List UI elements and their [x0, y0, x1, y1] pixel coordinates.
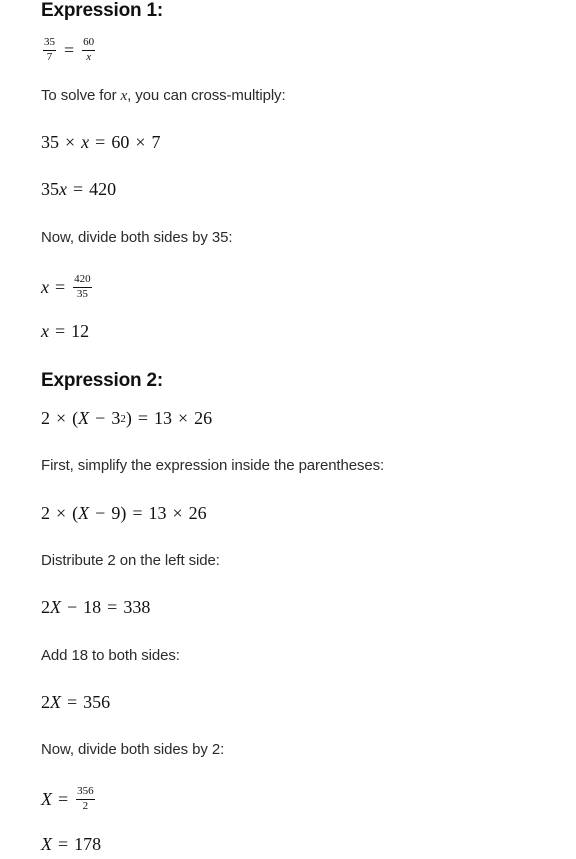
variable-X: X [78, 408, 90, 428]
fraction-numerator: 356 [76, 786, 95, 800]
simplify-instruction: First, simplify the expression inside the parentheses: [41, 457, 385, 474]
number: 18 [83, 597, 102, 617]
result-value: 178 [74, 834, 102, 854]
variable-X: X [50, 692, 61, 712]
equals-sign: = [73, 179, 84, 199]
result-equation-2 [41, 834, 101, 855]
expression-1-heading: Expression 1: [41, 0, 164, 21]
equals-sign: = [107, 597, 118, 617]
distribute-instruction: Distribute 2 on the left side: [41, 552, 220, 569]
distributed-equation [41, 597, 150, 618]
equals-sign: = [58, 788, 69, 809]
equals-sign: = [58, 834, 69, 854]
number: 13 [148, 503, 167, 523]
coefficient: 2 [41, 692, 50, 712]
times-sign: × [56, 408, 67, 428]
expression-2-heading: Expression 2: [41, 370, 164, 391]
result-equation-1 [41, 321, 89, 342]
coefficient: 2 [41, 597, 50, 617]
product-equation [41, 179, 116, 200]
variable-x: x [86, 50, 92, 63]
equals-sign: = [132, 503, 143, 523]
equals-sign: = [95, 132, 106, 152]
fraction-numerator: 420 [73, 274, 92, 288]
times-sign: × [56, 503, 67, 523]
number: 2 [41, 408, 50, 428]
lhs-fraction [43, 37, 56, 63]
divide-instruction-1: Now, divide both sides by 35: [41, 229, 233, 246]
minus-sign: − [95, 503, 106, 523]
number: 2 [41, 503, 50, 523]
variable-X: X [41, 788, 52, 809]
number: 7 [151, 132, 161, 152]
expression-2-equation: 2 × ( X − 3 2 ) = 13 × 26 [41, 408, 213, 428]
division-equation-1 [41, 274, 94, 300]
instruction-text: , you can cross-multiply: [127, 87, 286, 104]
variable-x: x [41, 321, 49, 341]
result-value: 12 [71, 321, 90, 341]
instruction-text: To solve for [41, 87, 121, 104]
variable-x: x [81, 132, 90, 152]
cross-multiply-instruction [41, 87, 286, 105]
equals-sign: = [67, 692, 78, 712]
variable-x: x [120, 88, 128, 104]
divide-instruction-2: Now, divide both sides by 2: [41, 741, 225, 758]
minus-sign: − [95, 408, 106, 428]
number: 35 [41, 132, 59, 152]
open-paren: ( [72, 503, 79, 523]
variable-x: x [41, 276, 49, 297]
equals-sign: = [55, 276, 66, 297]
fraction-denominator: 7 [46, 50, 53, 63]
expression-1-equation [41, 37, 97, 63]
coefficient: 35 [41, 179, 59, 199]
times-sign: × [135, 132, 146, 152]
number: 26 [194, 408, 213, 428]
division-equation-2 [41, 786, 97, 812]
simplified-equation [41, 503, 207, 524]
fraction-denominator: 2 [82, 799, 89, 812]
times-sign: × [177, 408, 189, 428]
close-paren: ) [120, 503, 127, 523]
number: 60 [111, 132, 130, 152]
fraction-numerator: 35 [43, 37, 56, 51]
number: 9 [111, 503, 121, 523]
added-equation [41, 692, 110, 713]
exponent-base: 3 [111, 408, 121, 428]
number: 26 [188, 503, 207, 523]
rhs-fraction [82, 37, 95, 63]
equals-sign: = [137, 408, 148, 428]
close-paren: ) [125, 408, 132, 428]
fraction-denominator [86, 51, 91, 64]
add-instruction: Add 18 to both sides: [41, 647, 180, 664]
number: 420 [89, 179, 117, 199]
number: 356 [83, 692, 111, 712]
number: 338 [123, 597, 151, 617]
variable-x: x [59, 179, 67, 199]
variable-X: X [41, 834, 52, 854]
fraction-numerator: 60 [82, 37, 95, 51]
quotient-fraction [73, 274, 92, 300]
cross-multiply-equation [41, 132, 160, 153]
fraction-denominator: 35 [76, 287, 88, 300]
times-sign: × [172, 503, 183, 523]
minus-sign: − [67, 597, 78, 617]
equals-sign: = [55, 321, 66, 341]
variable-X: X [50, 597, 61, 617]
equals-sign: = [64, 39, 75, 60]
quotient-fraction [76, 786, 95, 812]
open-paren: ( [72, 408, 79, 428]
number: 13 [153, 408, 172, 428]
times-sign: × [65, 132, 76, 152]
variable-X: X [78, 503, 90, 523]
